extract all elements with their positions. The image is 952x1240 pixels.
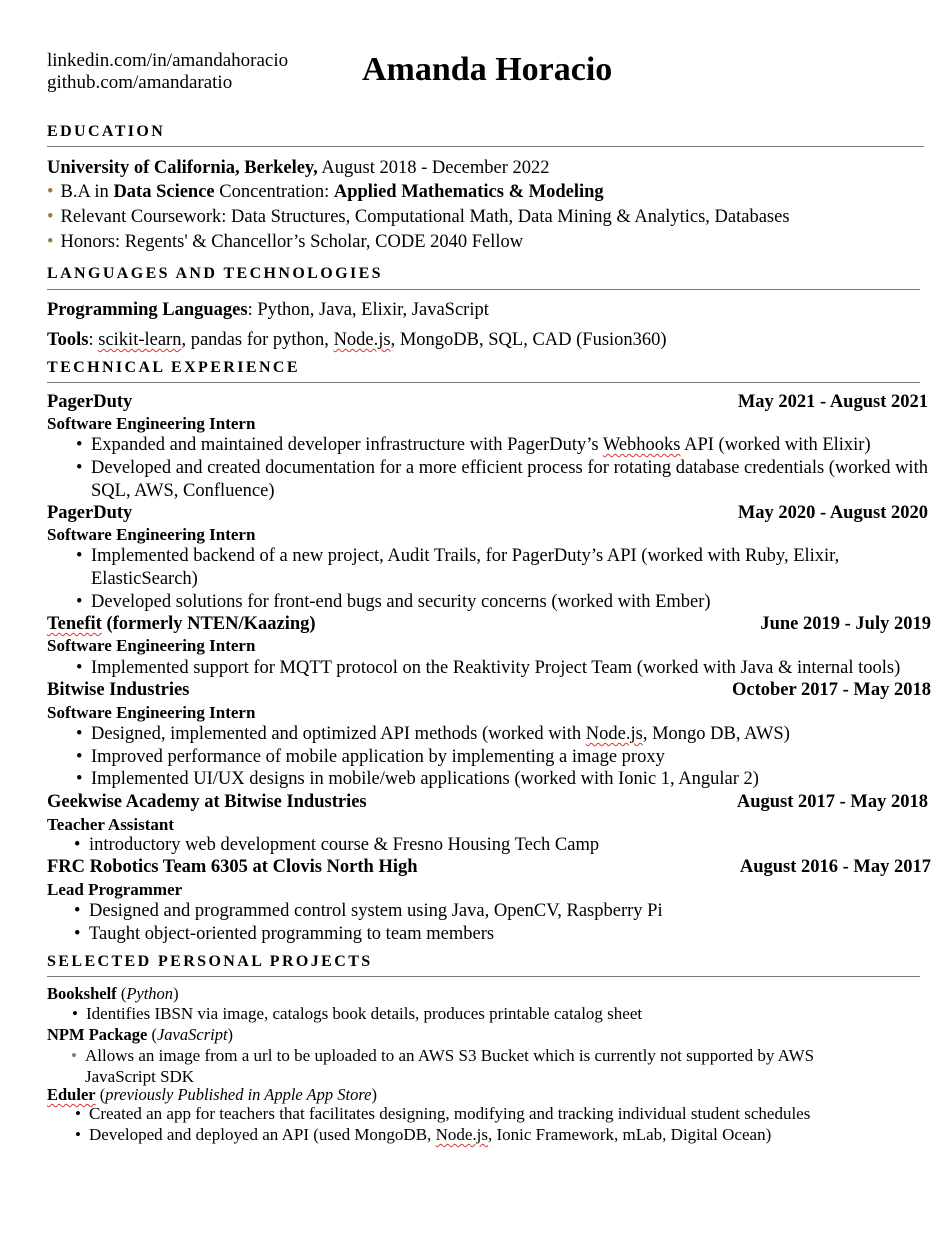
school-dates: August 2018 - December 2022 xyxy=(317,158,550,178)
job-bullet: • Developed and created documentation for a more efficient process for rotating database credentials (worked with SQL, AWS, Confluence) xyxy=(76,458,928,501)
job-dates: June 2019 - July 2019 xyxy=(760,614,931,634)
experience-heading: TECHNICAL EXPERIENCE xyxy=(47,359,300,376)
job-title: Software Engineering Intern xyxy=(47,636,256,655)
github-link[interactable]: github.com/amandaratio xyxy=(47,72,233,93)
job-dates: May 2021 - August 2021 xyxy=(737,392,928,412)
section-divider xyxy=(47,289,920,290)
languages-heading: LANGUAGES AND TECHNOLOGIES xyxy=(47,265,383,282)
job-bullet: • Improved performance of mobile application by implementing a image proxy xyxy=(76,747,665,767)
projects-heading: SELECTED PERSONAL PROJECTS xyxy=(47,953,373,970)
bullet-icon: • xyxy=(74,901,81,921)
resume-name: Amanda Horacio xyxy=(362,51,613,88)
bullet-icon: • xyxy=(74,835,81,855)
degree-concentration: Applied Mathematics & Modeling xyxy=(333,182,604,202)
section-divider xyxy=(47,976,920,977)
bullet-icon: • xyxy=(76,458,83,478)
job-company: FRC Robotics Team 6305 at Clovis North High xyxy=(47,857,418,877)
job-bullet: • Expanded and maintained developer infrastructure with PagerDuty’s Webhooks API (worked with Elixir) xyxy=(76,435,871,455)
job-dates: August 2017 - May 2018 xyxy=(736,792,928,812)
bullet-icon: • xyxy=(71,1046,77,1065)
education-coursework: • Relevant Coursework: Data Structures, Computational Math, Data Mining & Analytics, Databases xyxy=(47,207,790,227)
project-name: Eduler (previously Published in Apple App Store) xyxy=(47,1085,377,1104)
project-bullet: • Developed and deployed an API (used MongoDB, Node.js, Ionic Framework, mLab, Digital Ocean) xyxy=(75,1125,772,1144)
bullet-icon: • xyxy=(76,546,83,566)
section-divider xyxy=(47,146,924,147)
job-company: Tenefit (formerly NTEN/Kaazing) xyxy=(47,614,316,634)
job-bullet: • Implemented support for MQTT protocol on the Reaktivity Project Team (worked with Java & internal tools) xyxy=(76,658,901,678)
bullet-icon: • xyxy=(76,592,83,612)
job-title: Software Engineering Intern xyxy=(47,525,256,544)
contact-links xyxy=(47,50,288,94)
school-name: University of California, Berkeley, xyxy=(47,158,318,178)
education-honors: • Honors: Regents' & Chancellor’s Scholar, CODE 2040 Fellow xyxy=(47,232,524,252)
project-name: NPM Package (JavaScript) xyxy=(47,1025,234,1044)
bullet-icon: • xyxy=(47,182,54,202)
bullet-icon: • xyxy=(75,1104,81,1123)
job-bullet: • Developed solutions for front-end bugs and security concerns (worked with Ember) xyxy=(76,592,711,612)
degree-major: Data Science xyxy=(113,182,215,202)
project-bullet: • Created an app for teachers that facilitates designing, modifying and tracking individual student schedules xyxy=(75,1104,811,1123)
education-heading: EDUCATION xyxy=(47,123,166,140)
bullet-icon: • xyxy=(75,1125,81,1144)
project-bullet: • Identifies IBSN via image, catalogs book details, produces printable catalog sheet xyxy=(72,1004,643,1023)
job-title: Software Engineering Intern xyxy=(47,414,256,433)
job-dates: October 2017 - May 2018 xyxy=(731,680,931,700)
section-divider xyxy=(47,382,920,383)
job-title: Teacher Assistant xyxy=(47,815,175,834)
tools-line: Tools: scikit-learn, pandas for python, Node.js, MongoDB, SQL, CAD (Fusion360) xyxy=(47,330,667,350)
bullet-icon: • xyxy=(74,924,81,944)
bullet-icon: • xyxy=(76,747,83,767)
job-bullet: • Designed, implemented and optimized API methods (worked with Node.js, Mongo DB, AWS) xyxy=(76,724,790,744)
job-bullet: • Designed and programmed control system using Java, OpenCV, Raspberry Pi xyxy=(74,901,663,921)
education-degree: • B.A in Data Science Concentration: Applied Mathematics & Modeling xyxy=(47,182,604,202)
bullet-icon: • xyxy=(76,658,83,678)
programming-languages: Programming Languages: Python, Java, Elixir, JavaScript xyxy=(47,300,489,320)
project-bullet: • Allows an image from a url to be uploaded to an AWS S3 Bucket which is currently not supported by AWS JavaScript SDK xyxy=(71,1046,815,1086)
linkedin-link[interactable]: linkedin.com/in/amandahoracio xyxy=(47,50,289,71)
job-company: PagerDuty xyxy=(47,503,133,523)
bullet-icon: • xyxy=(47,207,54,227)
education-school-line xyxy=(47,157,550,179)
job-dates: May 2020 - August 2020 xyxy=(737,503,928,523)
job-title: Software Engineering Intern xyxy=(47,703,256,722)
job-bullet: • Implemented backend of a new project, Audit Trails, for PagerDuty’s API (worked with Ruby, Elixir, ElasticSearch) xyxy=(76,546,840,589)
job-title: Lead Programmer xyxy=(47,880,183,899)
job-company: PagerDuty xyxy=(47,392,133,412)
bullet-icon: • xyxy=(76,435,83,455)
project-name: Bookshelf (Python) xyxy=(47,984,179,1003)
job-dates: August 2016 - May 2017 xyxy=(739,857,931,877)
job-bullet: • introductory web development course & Fresno Housing Tech Camp xyxy=(74,835,600,855)
job-company: Bitwise Industries xyxy=(47,680,190,700)
bullet-icon: • xyxy=(72,1004,78,1023)
job-bullet: • Implemented UI/UX designs in mobile/web applications (worked with Ionic 1, Angular 2) xyxy=(76,769,759,789)
job-company: Geekwise Academy at Bitwise Industries xyxy=(47,792,367,812)
bullet-icon: • xyxy=(76,724,83,744)
bullet-icon: • xyxy=(47,232,54,252)
job-bullet: • Taught object-oriented programming to team members xyxy=(74,924,495,944)
bullet-icon: • xyxy=(76,769,83,789)
